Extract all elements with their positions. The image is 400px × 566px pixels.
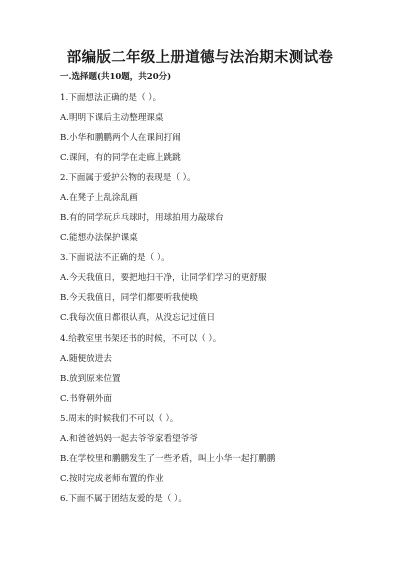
question-option: C.能想办法保护课桌 xyxy=(60,233,138,243)
question-option: C.按时完成老师布置的作业 xyxy=(60,474,164,484)
question-option: B.在学校里和鹏鹏发生了一些矛盾，叫上小华一起打鹏鹏 xyxy=(60,454,276,464)
question-stem: 1.下面想法正确的是（ ）。 xyxy=(60,93,162,103)
question-stem: 3.下面说法不正确的是（ ）。 xyxy=(60,253,170,263)
question-option: A.明明下课后主动整理课桌 xyxy=(60,113,164,123)
question-stem: 4.给教室里书架还书的时候，不可以（ ）。 xyxy=(60,334,222,344)
question-option: B.小华和鹏鹏两个人在课间打闹 xyxy=(60,133,181,143)
question-option: A.随便放进去 xyxy=(60,354,112,364)
question-option: B.放到原来位置 xyxy=(60,374,121,384)
question-option: C.课间，有的同学在走廊上跳跳 xyxy=(60,153,181,163)
question-option: A.今天我值日，要把地扫干净，让同学们学习的更舒服 xyxy=(60,273,267,283)
page-title: 部编版二年级上册道德与法治期末测试卷 xyxy=(66,49,334,66)
question-option: A.和爸爸妈妈一起去爷爷家看望爷爷 xyxy=(60,434,198,444)
question-option: A.在凳子上乱涂乱画 xyxy=(60,193,138,203)
question-option: C.我每次值日都很认真，从没忘记过值日 xyxy=(60,313,216,323)
question-option: B.有的同学玩乒乓球时，用球拍用力敲球台 xyxy=(60,213,224,223)
question-option: B.今天我值日，同学们都要听我使唤 xyxy=(60,293,198,303)
question-stem: 5.周末的时候我们不可以（ ）。 xyxy=(60,414,179,424)
question-option: C.书脊朝外面 xyxy=(60,394,112,404)
question-stem: 2.下面属于爱护公物的表现是（ ）。 xyxy=(60,173,196,183)
section-heading: 一.选择题(共10题，共20分) xyxy=(60,72,172,82)
question-stem: 6.下面不属于团结友爱的是（ ）。 xyxy=(60,494,187,504)
